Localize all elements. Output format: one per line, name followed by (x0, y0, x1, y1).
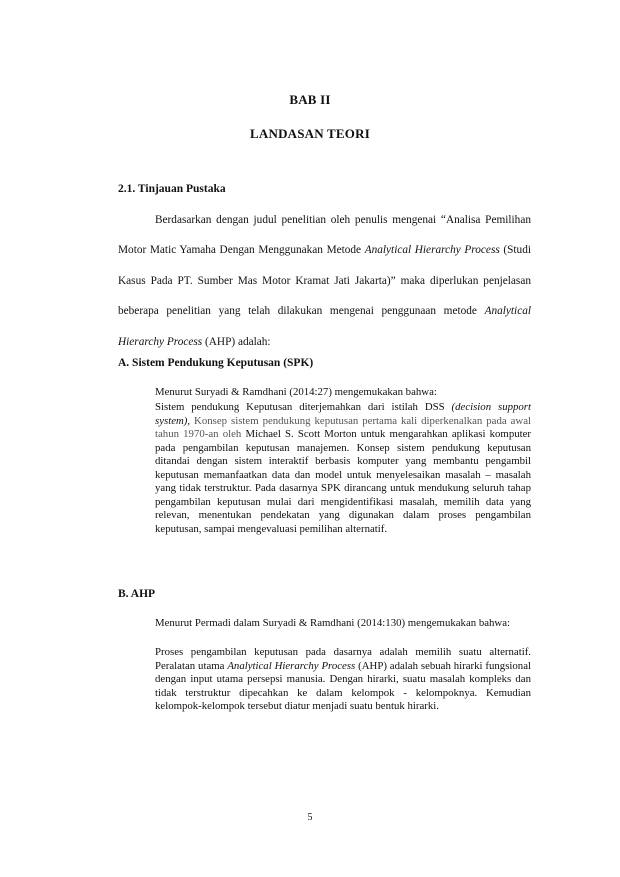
spk-quote-text-1: Sistem pendukung Keputusan diterjemahkan dari istilah DSS (155, 401, 452, 413)
ahp-quote-italic: Analytical Hierarchy Process (227, 659, 356, 672)
paragraph-text-1: Berdasarkan dengan judul penelitian oleh penulis mengenai “Analisa Pemilihan Motor Matic Yamaha Dengan Menggunakan Metode (118, 214, 531, 257)
ahp-quote-intro-text: Menurut Permadi dalam Suryadi & Ramdhani (2014:130) mengemukakan bahwa: (155, 617, 511, 629)
page-number: 5 (307, 812, 313, 823)
section-heading-ahp: B. AHP (118, 588, 156, 600)
paragraph-italic-2: Analytical Hierarchy Process (118, 305, 531, 348)
ahp-quote-intro (155, 617, 531, 630)
spk-quote-text-2: Michael S. Scott Morton untuk mengarahkan aplikasi komputer pada pengambilan keputusan manajemen. Konsep sistem pendukung keputusan ditandai dengan sistem interaktif berbasis komputer yang membantu pengambil keputusan memanfaatkan data dan model untuk menyelesaikan masalah – masalah yang tidak terstruktur. Pada dasarnya SPK dirancang untuk mendukung seluruh tahap pengambilan keputusan mulai dari mengidentifikasi masalah, memilih data yang relevan, menentukan pendekatan yang digunakan dalam proses pengambilan keputusan, sampai mengevaluasi pemilihan alternatif. (155, 428, 532, 535)
ahp-quote (155, 646, 531, 714)
section-heading-spk: A. Sistem Pendukung Keputusan (SPK) (118, 357, 314, 369)
section-heading-tinjauan-pustaka: 2.1. Tinjauan Pustaka (118, 183, 226, 195)
spk-quote (155, 401, 531, 536)
paragraph-text-3: (AHP) adalah: (202, 335, 271, 348)
paragraph-text-2: (Studi Kasus Pada PT. Sumber Mas Motor Kramat Jati Jakarta)” maka diperlukan penjelasan beberapa penelitian yang telah dilakukan mengenai penggunaan metode (118, 244, 531, 318)
ahp-quote-text-2: (AHP) adalah sebuah hirarki fungsional dengan input utama persepsi manusia. Dengan hirarki, suatu masalah kompleks dan tidak terstruktur dipecahkan ke dalam kelompok - kelompoknya. Kemudian kelompok-kelompok tersebut diatur menjadi suatu bentuk hirarki. (155, 659, 531, 712)
paragraph-italic-1: Analytical Hierarchy Process (364, 244, 500, 257)
chapter-title: LANDASAN TEORI (250, 126, 370, 141)
ahp-quote-text-1: Proses pengambilan keputusan pada dasarnya adalah memilih suatu alternatif. Peralatan utama (155, 646, 531, 672)
paragraph-tinjauan-pustaka (118, 205, 531, 357)
chapter-number: BAB II (289, 92, 331, 107)
spk-quote-intro: Menurut Suryadi & Ramdhani (2014:27) mengemukakan bahwa: (155, 386, 437, 398)
spk-quote-text-gray: Konsep sistem pendukung keputusan pertama kali diperkenalkan pada awal tahun 1970-an oleh (155, 414, 531, 440)
spk-quote-italic: (decision support system), (155, 401, 531, 427)
